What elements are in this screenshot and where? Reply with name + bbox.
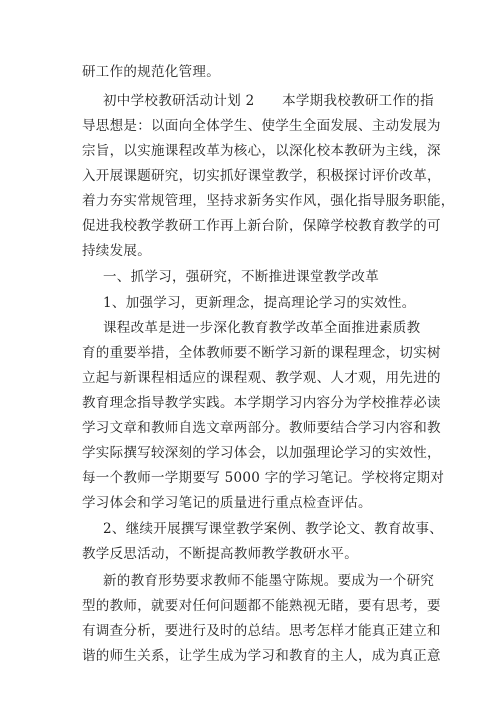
text-line: 学习文章和教师自选文章两部分。教师要结合学习内容和教 xyxy=(82,420,441,436)
section-heading: 一、抓学习，强研究，不断推进课堂教学改革 xyxy=(103,269,379,285)
text-line: 学习体会和学习笔记的质量进行重点检查评估。 xyxy=(82,495,372,511)
text-line: 导思想是：以面向全体学生、使学生全面发展、主动发展为 xyxy=(82,118,441,134)
text-line: 促进我校教学教研工作再上新台阶，保障学校教育教学的可 xyxy=(82,218,441,234)
text-line: 课程改革是进一步深化教育教学改革全面推进素质教 xyxy=(103,320,421,336)
subsection-heading: 2、继续开展撰写课堂教学案例、教学论文、教育故事、 xyxy=(103,521,444,537)
subsection-heading: 教学反思活动，不断提高教师教学教研水平。 xyxy=(82,546,358,562)
text-line: 育的重要举措，全体教师要不断学习新的课程理念，切实树 xyxy=(82,345,441,361)
text-line: 有调查分析，要进行及时的总结。思考怎样才能真正建立和 xyxy=(82,623,441,639)
text-line: 入开展课题研究，切实抓好课堂教学，积极探讨评价改革， xyxy=(82,168,441,184)
text-line: 新的教育形势要求教师不能墨守陈规。要成为一个研究 xyxy=(103,573,435,589)
text-line: 教育理念指导教学实践。本学期学习内容分为学校推荐必读 xyxy=(82,395,441,411)
text-line: 初中学校教研活动计划 2 本学期我校教研工作的指 xyxy=(103,93,434,109)
text-line: 谐的师生关系，让学生成为学习和教育的主人，成为真正意 xyxy=(82,648,441,664)
text-line: 着力夯实常规管理，坚持求新务实作风，强化指导服务职能， xyxy=(82,193,455,209)
text-line: 研工作的规范化管理。 xyxy=(82,64,220,80)
text-line: 立起与新课程相适应的课程观、教学观、人才观，用先进的 xyxy=(82,370,441,386)
text-line: 型的教师，就要对任何问题都不能熟视无睹，要有思考，要 xyxy=(82,598,441,614)
subsection-heading: 1、加强学习，更新理念，提高理论学习的实效性。 xyxy=(103,295,416,311)
text-line: 每一个教师一学期要写 5000 字的学习笔记。学校将定期对 xyxy=(82,470,445,486)
text-line: 宗旨，以实施课程改革为核心，以深化校本教研为主线，深 xyxy=(82,143,441,159)
text-line: 学实际撰写较深刻的学习体会，以加强理论学习的实效性， xyxy=(82,445,441,461)
text-line: 持续发展。 xyxy=(82,243,151,259)
